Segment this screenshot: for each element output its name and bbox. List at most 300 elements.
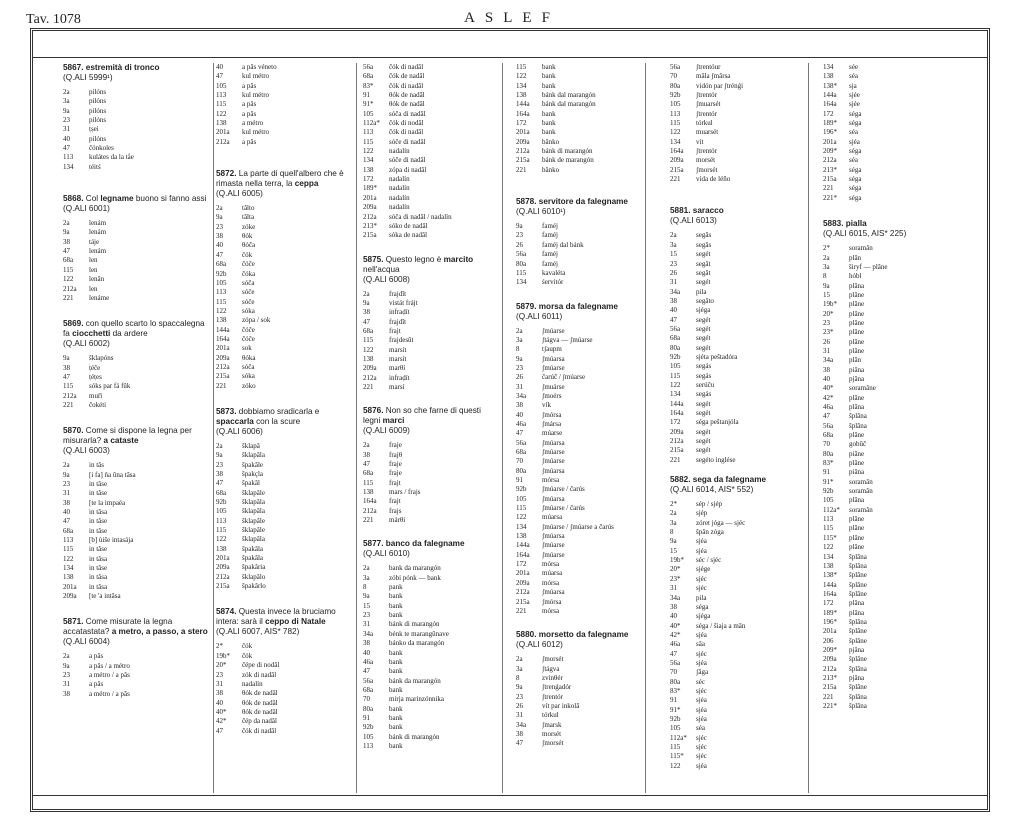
form-row — [516, 147, 643, 156]
entry-e5882b — [823, 63, 990, 203]
locality-code: 172 — [363, 175, 374, 184]
form-row — [670, 575, 806, 584]
locality-code: 2a — [63, 461, 70, 470]
locality-code: 2a — [363, 564, 370, 573]
locality-code: 215a — [670, 165, 684, 174]
locality-code: 2a — [670, 509, 677, 518]
entry-e5880b — [670, 63, 806, 184]
form-row — [63, 489, 211, 498]
dialect-form: serúču — [696, 380, 715, 389]
entry-header — [516, 197, 643, 217]
form-row — [216, 363, 354, 372]
form-row — [823, 450, 990, 459]
locality-code: 3a — [670, 240, 677, 249]
locality-code: 113 — [216, 288, 227, 297]
dialect-form: bánk dal marangón — [542, 91, 596, 100]
locality-code: 115 — [363, 336, 374, 345]
dialect-form: séga — [849, 109, 862, 118]
entry-header — [63, 194, 211, 214]
form-row — [823, 72, 990, 81]
dialect-form: ʃmúarsa — [542, 532, 565, 541]
form-row — [63, 471, 211, 480]
form-row — [670, 650, 806, 659]
entry-header — [216, 169, 354, 199]
locality-code: 40 — [63, 507, 70, 516]
dialect-form: sóče — [242, 288, 255, 297]
form-row — [216, 563, 354, 572]
form-row — [516, 63, 643, 72]
locality-code: 34a — [363, 629, 374, 638]
dialect-form: vistát frájt — [389, 298, 418, 307]
form-row — [823, 534, 990, 543]
locality-code: 3a — [516, 664, 523, 673]
locality-code: 122 — [516, 72, 527, 81]
form-row — [823, 646, 990, 655]
dialect-form: marθí — [389, 364, 406, 373]
form-row — [670, 724, 806, 733]
form-row — [63, 275, 211, 284]
dialect-form: soramân — [849, 244, 873, 253]
dialect-form: ʃmúarsa — [542, 494, 565, 503]
dialect-form: sjéa — [696, 658, 707, 667]
locality-code: 134 — [516, 81, 527, 90]
dialect-form: a métro / a pâs — [89, 689, 130, 698]
form-row — [823, 412, 990, 421]
form-row — [363, 620, 500, 629]
dialect-form: sjéc — [696, 752, 707, 761]
dialect-form: infraḍít — [389, 308, 410, 317]
dialect-form: len — [89, 265, 98, 274]
locality-code: 38 — [670, 296, 677, 305]
locality-code: 212a — [516, 147, 530, 156]
dialect-form: ʃmuárse — [542, 382, 565, 391]
form-row — [823, 487, 990, 496]
locality-code: 68a — [823, 431, 834, 440]
entry-headword: saracco — [692, 206, 724, 216]
locality-code: 122 — [670, 380, 681, 389]
locality-code: 215a — [823, 683, 837, 692]
dialect-form: a pâs — [89, 680, 104, 689]
locality-code: 122 — [63, 554, 74, 563]
locality-code: 47 — [63, 144, 70, 153]
locality-code: 115 — [63, 545, 74, 554]
dialect-form: sjéga — [696, 306, 711, 315]
locality-code: 70 — [516, 457, 523, 466]
dialect-form: čók di nadâl — [389, 63, 424, 71]
dialect-form: šklapâla — [242, 498, 265, 507]
entry-number: 5883. — [823, 219, 844, 229]
dialect-form: táje — [89, 237, 100, 246]
form-row — [823, 175, 990, 184]
dialect-form: lenám — [89, 247, 107, 256]
locality-code: 80a — [670, 81, 681, 90]
dialect-form: šplâne — [849, 571, 867, 580]
locality-code: 201a — [63, 582, 77, 591]
form-row — [216, 535, 354, 544]
form-row — [823, 91, 990, 100]
locality-code: 8 — [516, 673, 520, 682]
dialect-form: šplâna — [849, 617, 867, 626]
locality-code: 212a — [363, 506, 377, 515]
form-row — [363, 649, 500, 658]
entry-reference: (Q.ALI 6002) — [63, 339, 110, 349]
entry-reference: (Q.ALI 6006) — [216, 426, 263, 436]
entry-number: 5874. — [216, 607, 237, 617]
form-row — [363, 705, 500, 714]
form-row — [363, 299, 500, 308]
locality-code: 23 — [63, 116, 70, 125]
locality-code: 40 — [216, 241, 223, 250]
dialect-form: šplâna — [849, 552, 867, 561]
locality-code: 212a — [216, 572, 230, 581]
locality-code: 56a — [363, 63, 374, 71]
dialect-form: [b] ùiše intasája — [89, 536, 134, 544]
entry-e5872 — [216, 169, 354, 391]
entry-e5877 — [363, 539, 500, 751]
dialect-form: sjée — [849, 100, 860, 109]
form-row — [363, 119, 500, 128]
entry-number: 5871. — [63, 617, 84, 627]
locality-code: 172 — [516, 560, 527, 569]
form-row — [823, 683, 990, 692]
form-row — [363, 72, 500, 81]
bottom-rule — [33, 795, 987, 796]
locality-code: 115* — [670, 752, 684, 761]
dialect-form: in tâsa — [89, 554, 108, 563]
locality-code: 23* — [670, 574, 681, 583]
locality-code: 105 — [363, 109, 374, 118]
form-row — [823, 244, 990, 253]
dialect-form: a pâs — [242, 137, 257, 146]
locality-code: 47 — [363, 460, 370, 468]
form-row — [670, 175, 806, 184]
locality-code: 56a — [516, 438, 527, 447]
dialect-form: ʃmórsa — [542, 597, 562, 606]
entry-header — [63, 617, 211, 647]
locality-code: 221 — [823, 184, 834, 193]
form-row — [363, 564, 500, 573]
form-row — [63, 135, 211, 144]
form-row — [823, 338, 990, 347]
entry-e5875 — [363, 255, 500, 393]
locality-code: 38 — [216, 232, 223, 241]
entry-prompt-text: La parte di quell'albero che è rimasta nella terra, la — [216, 169, 344, 189]
locality-code: 23 — [670, 259, 677, 268]
dialect-form: frajt — [389, 497, 401, 506]
form-row — [516, 532, 643, 541]
dialect-form: ʃtrentór — [542, 692, 563, 701]
column-2 — [216, 63, 354, 793]
form-row — [516, 156, 643, 165]
form-row — [216, 689, 354, 698]
entry-e5873 — [216, 407, 354, 592]
form-row — [63, 583, 211, 592]
locality-code: 221 — [363, 382, 374, 391]
dialect-form: mâla ʃmârsa — [696, 72, 731, 81]
dialect-form: bank — [542, 81, 556, 90]
dialect-form: ʃtrentór — [696, 147, 717, 156]
dialect-form: bank — [389, 648, 403, 657]
form-row — [216, 442, 354, 451]
locality-code: 26 — [823, 337, 830, 346]
locality-code: 201a — [516, 128, 530, 137]
form-row — [823, 375, 990, 384]
locality-code: 113 — [216, 91, 227, 100]
dialect-form: bánk da marangón — [389, 676, 441, 685]
dialect-form: segét — [696, 399, 711, 408]
entry-header — [670, 206, 806, 226]
form-row — [670, 156, 806, 165]
form-row — [516, 429, 643, 438]
locality-code: 38 — [63, 363, 70, 372]
locality-code: 209* — [823, 645, 837, 654]
dialect-form: séga — [849, 193, 862, 202]
form-row — [670, 640, 806, 649]
locality-code: 212a — [363, 373, 377, 382]
locality-code: 201a — [363, 193, 377, 202]
form-row — [516, 674, 643, 683]
form-row — [823, 543, 990, 552]
locality-code: 47 — [823, 412, 830, 421]
dialect-form: mórsa — [542, 578, 560, 587]
form-row — [363, 213, 500, 222]
locality-code: 209a — [516, 578, 530, 587]
dialect-form: [te la impaéa — [89, 498, 126, 507]
locality-code: 31 — [63, 125, 70, 134]
dialect-form: frajθ — [389, 450, 403, 459]
locality-code: 47 — [670, 649, 677, 658]
dialect-form: piâna — [849, 365, 865, 374]
locality-code: 47 — [363, 317, 370, 326]
dialect-form: θók de nadâl — [242, 689, 278, 698]
locality-code: 134 — [363, 156, 374, 165]
form-row — [63, 536, 211, 545]
form-row — [216, 204, 354, 213]
dialect-form: fraje — [389, 469, 402, 478]
form-row — [516, 711, 643, 720]
locality-code: 172 — [823, 109, 834, 118]
entry-number: 5878. — [516, 197, 537, 207]
dialect-form: zvinθér — [542, 673, 563, 682]
dialect-form: séc / sjéc — [696, 556, 722, 565]
locality-code: 105 — [363, 732, 374, 741]
dialect-form: bánk dal marangón — [542, 100, 596, 109]
dialect-form: sjép — [696, 509, 708, 518]
form-row — [516, 721, 643, 730]
locality-code: 3a — [63, 97, 70, 106]
form-row — [63, 382, 211, 391]
dialect-form: kul métro — [242, 72, 270, 81]
form-row — [216, 382, 354, 391]
locality-code: 215a — [516, 597, 530, 606]
dialect-form: sjéga — [696, 612, 711, 621]
entry-header — [63, 63, 211, 83]
dialect-form: plâne — [849, 290, 865, 299]
dialect-form: plâna — [849, 608, 865, 617]
form-row — [823, 82, 990, 91]
dialect-form: sée — [849, 63, 858, 71]
dialect-form: šplâne — [849, 636, 867, 645]
column-divider — [645, 63, 646, 793]
form-row — [63, 107, 211, 116]
locality-code: 105 — [216, 507, 227, 516]
column-divider — [213, 63, 214, 793]
locality-code: 47 — [63, 372, 70, 381]
form-row — [516, 364, 643, 373]
dialect-form: a pâs — [242, 109, 257, 118]
form-row — [216, 671, 354, 680]
entry-e5874 — [216, 607, 354, 735]
dialect-form: bénk te marangûnave — [389, 629, 449, 638]
dialect-form: séa — [849, 128, 858, 137]
form-row — [823, 291, 990, 300]
dialect-form: segâs — [696, 231, 712, 240]
dialect-form: ʃtrentór — [696, 91, 717, 100]
locality-code: 92b — [670, 714, 681, 723]
dialect-form: bank — [389, 713, 403, 722]
dialect-form: pilóns — [89, 134, 107, 143]
locality-code: 47 — [516, 739, 523, 748]
dialect-form: sjéa — [696, 761, 707, 770]
form-row — [63, 499, 211, 508]
locality-code: 56a — [670, 658, 681, 667]
dialect-form: šklapóns — [89, 354, 114, 363]
entry-headword: ceppo di Natale — [265, 617, 326, 627]
dialect-form: ʃmorsét — [542, 739, 564, 748]
locality-code: 134 — [670, 390, 681, 399]
locality-code: 80a — [516, 466, 527, 475]
dialect-form: šklapâla — [242, 507, 265, 516]
locality-code: 209a — [516, 137, 530, 146]
locality-code: 138* — [823, 81, 837, 90]
form-row — [670, 63, 806, 72]
form-row — [823, 590, 990, 599]
dialect-form: nadalín — [389, 147, 410, 156]
locality-code: 2a — [363, 289, 370, 298]
locality-code: 19b* — [216, 651, 230, 660]
dialect-form: segéto inglése — [696, 455, 736, 464]
form-row — [216, 708, 354, 717]
dialect-form: sép / sjép — [696, 500, 723, 509]
dialect-form: ʃmársa — [542, 419, 562, 428]
dialect-form: vidón par ʃtrénǵi — [696, 81, 744, 90]
locality-code: 56a — [823, 421, 834, 430]
form-row — [363, 91, 500, 100]
form-row — [216, 498, 354, 507]
entry-headword: marcito — [443, 254, 474, 264]
locality-code: 138 — [823, 72, 834, 81]
dialect-form: segét — [696, 250, 711, 259]
locality-code: 209a — [670, 156, 684, 165]
entry-reference: (Q.ALI 6007, AIS* 782) — [216, 627, 300, 637]
dialect-form: kul métro — [242, 128, 270, 137]
dialect-form: bánk di marangón — [542, 147, 593, 156]
form-row — [670, 316, 806, 325]
locality-code: 91 — [823, 468, 830, 477]
form-row — [363, 156, 500, 165]
locality-code: 144a — [516, 541, 530, 550]
dialect-form: ʃtágva — ʃmúarse — [542, 335, 593, 344]
form-row — [363, 203, 500, 212]
form-row — [363, 355, 500, 364]
locality-code: 31 — [516, 711, 523, 720]
locality-code: 113 — [63, 536, 74, 544]
locality-code: 8 — [363, 583, 367, 592]
locality-code: 31 — [63, 489, 70, 498]
form-row — [216, 489, 354, 498]
locality-code: 9a — [63, 354, 70, 363]
form-row — [63, 555, 211, 564]
locality-code: 34a — [670, 593, 681, 602]
form-row — [363, 488, 500, 497]
dialect-form: in tâse — [89, 526, 108, 535]
form-row — [823, 310, 990, 319]
locality-code: 122 — [216, 535, 227, 544]
locality-code: 144a — [216, 325, 230, 334]
dialect-form: a pâs véneto — [242, 63, 277, 71]
locality-code: 144a — [670, 399, 684, 408]
dialect-form: bânko — [542, 137, 560, 146]
entry-header — [516, 302, 643, 322]
locality-code: 122 — [63, 275, 74, 284]
form-row — [670, 297, 806, 306]
locality-code: 23 — [516, 231, 523, 240]
dialect-form: sjéc — [696, 733, 707, 742]
locality-code: 31 — [823, 346, 830, 355]
locality-code: 9a — [63, 470, 70, 479]
locality-code: 189* — [823, 608, 837, 617]
locality-code: 46a — [363, 657, 374, 666]
locality-code: 83* — [823, 459, 834, 468]
dialect-form: séa — [696, 724, 705, 733]
locality-code: 221 — [670, 175, 681, 184]
form-row — [363, 374, 500, 383]
entry-e5883 — [823, 219, 990, 711]
locality-code: 23 — [63, 671, 70, 680]
locality-code: 80a — [363, 704, 374, 713]
form-row — [670, 631, 806, 640]
dialect-form: segás — [696, 390, 712, 399]
locality-code: 201a — [216, 128, 230, 137]
dialect-form: špakârlo — [242, 582, 266, 591]
form-row — [363, 441, 500, 450]
form-row — [670, 556, 806, 565]
dialect-form: plân — [849, 253, 862, 262]
dialect-form: plâna — [849, 403, 865, 411]
dialect-form: zópa di nadâl — [389, 165, 427, 174]
form-row — [823, 609, 990, 618]
locality-code: 68a — [363, 72, 374, 81]
dialect-form: séc — [696, 677, 705, 686]
entry-headword: a metro, a passo, a stero — [111, 627, 208, 637]
locality-code: 105 — [670, 362, 681, 371]
locality-code: 115 — [516, 504, 527, 513]
form-row — [516, 82, 643, 91]
dialect-form: sjéa — [696, 705, 707, 714]
form-row — [63, 153, 211, 162]
dialect-form: morsét — [696, 156, 716, 165]
locality-code: 2a — [516, 655, 523, 664]
form-row — [216, 251, 354, 260]
locality-code: 23 — [216, 670, 223, 679]
locality-code: 70 — [363, 695, 370, 704]
entry-number: 5870. — [63, 426, 84, 436]
dialect-form: lenám — [89, 219, 107, 228]
locality-code: 134 — [63, 564, 74, 573]
dialect-form: sóče — [242, 297, 255, 306]
form-row — [823, 128, 990, 137]
form-row — [216, 82, 354, 91]
